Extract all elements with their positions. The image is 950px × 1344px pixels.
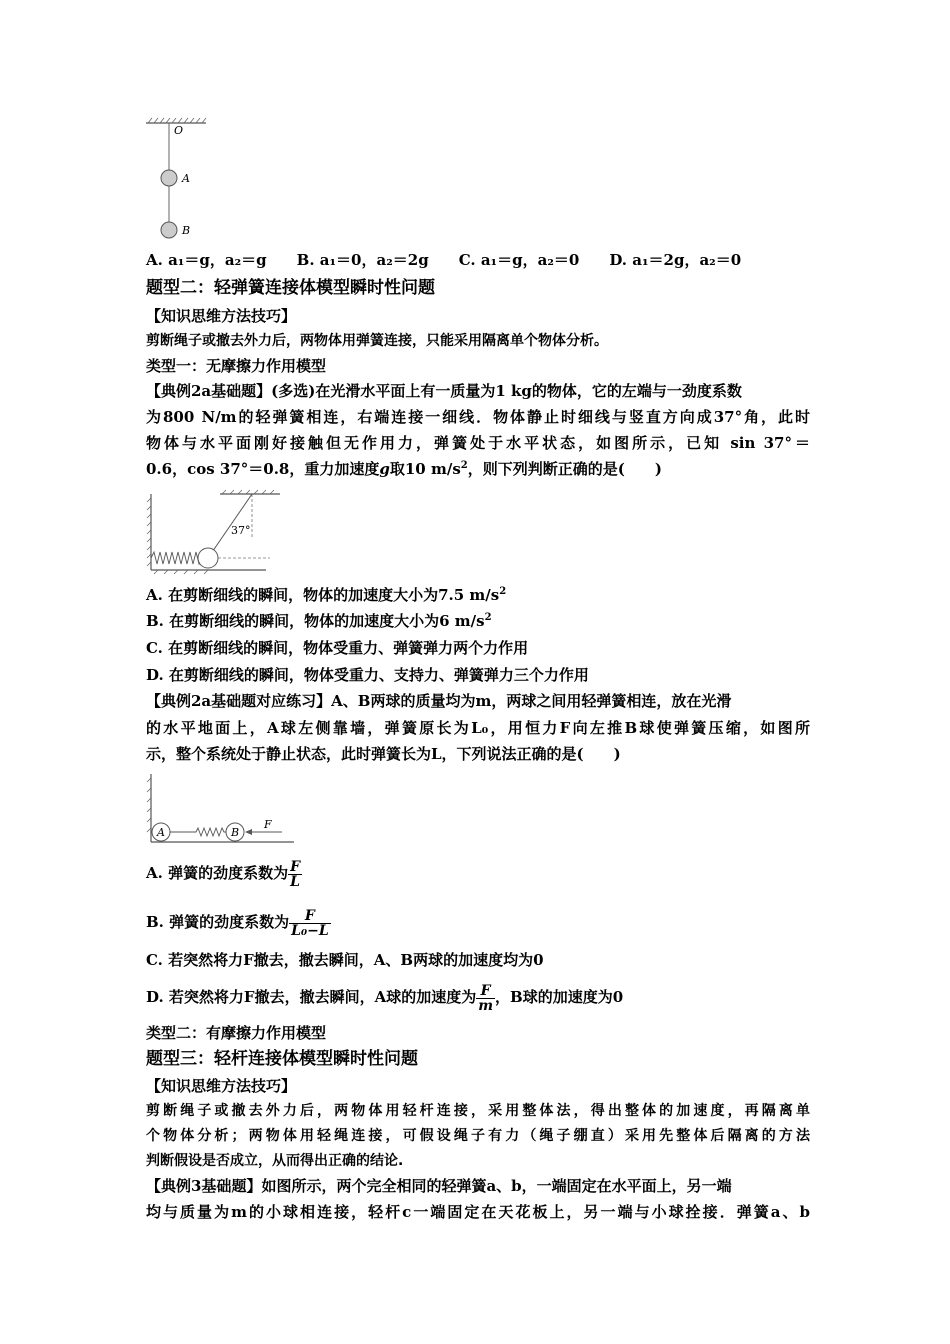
- category-2: 类型二：有摩擦力作用模型: [146, 1024, 327, 1042]
- angle-label: 37°: [231, 524, 251, 537]
- practice-line3: 示，整个系统处于静止状态，此时弹簧长为L，下列说法正确的是( ): [146, 745, 621, 763]
- figure-two-balls-spring: [146, 770, 306, 846]
- option-2a-B: B. 在剪断细线的瞬间，物体的加速度大小为6 $m/s^2$: [146, 612, 492, 630]
- force-F-label: F: [264, 818, 272, 831]
- practice-line2: 的水平地面上，A球左侧靠墙，弹簧原长为L₀，用恒力F向左推B球使弹簧压缩，如图所: [146, 719, 810, 737]
- example-3-line1: 【典例3基础题】如图所示，两个完全相同的轻弹簧a、b，一端固定在水平面上，另一端: [146, 1177, 732, 1195]
- option-2a-A: A. 在剪断细线的瞬间，物体的加速度大小为7.5 $m/s^2$: [146, 586, 507, 604]
- example-3-line2: 均与质量为m的小球相连接，轻杆c一端固定在天花板上，另一端与小球拴接．弹簧a、b: [146, 1203, 810, 1221]
- label-A: A: [182, 172, 190, 185]
- practice-line1: 【典例2a基础题对应练习】A、B两球的质量均为m，两球之间用轻弹簧相连，放在光滑: [146, 692, 732, 710]
- tips2-line2: 个物体分析；两物体用轻绳连接，可假设绳子有力（绳子绷直）采用先整体后隔离的方法: [146, 1128, 810, 1144]
- tips-text: 剪断绳子或撤去外力后，两物体用弹簧连接，只能采用隔离单个物体分析。: [146, 333, 608, 349]
- practice-option-D: D. 若突然将力F撤去，撤去瞬间，A球的加速度为 $\frac{F}{m}$ ，B球的加速度为0: [146, 982, 624, 1014]
- practice-option-C: C. 若突然将力F撤去，撤去瞬间，A、B两球的加速度均为0: [146, 951, 544, 969]
- example-2a-line2: 为800 N/m的轻弹簧相连，右端连接一细线．物体静止时细线与竖直方向成37°角，此时: [146, 408, 810, 426]
- example-2a-line4: 0.6，cos 37°＝0.8，重力加速度g取10 $m/s^2$，则下列判断正确的是( ): [146, 460, 662, 478]
- label-O: O: [174, 124, 184, 137]
- heading-type3: 题型三：轻杆连接体模型瞬时性问题: [146, 1049, 418, 1069]
- ball-A-label: A: [157, 826, 165, 839]
- option-2a-C: C. 在剪断细线的瞬间，物体受重力、弹簧弹力两个力作用: [146, 639, 529, 657]
- example-2a-line3: 物体与水平面刚好接触但无作用力，弹簧处于水平状态，如图所示，已知 sin 37°＝: [146, 434, 810, 452]
- tips2-line1: 剪断绳子或撤去外力后，两物体用轻杆连接，采用整体法，得出整体的加速度，再隔离单: [146, 1103, 810, 1119]
- option-2a-D: D. 在剪断细线的瞬间，物体受重力、支持力、弹簧弹力三个力作用: [146, 666, 589, 684]
- ball-B-label: B: [231, 826, 240, 839]
- heading-type2: 题型二：轻弹簧连接体模型瞬时性问题: [146, 278, 435, 298]
- practice-option-A: A. 弹簧的劲度系数为 $\frac{F}{L}$: [146, 858, 301, 890]
- figure-spring-string: [146, 488, 286, 576]
- q1-options: A. a₁＝g，a₂＝g B. a₁＝0，a₂＝2g C. a₁＝g，a₂＝0 D. a₁＝2g，a₂＝0: [146, 251, 742, 269]
- tips-label: 【知识思维方法技巧】: [146, 307, 297, 325]
- label-B: B: [182, 224, 191, 237]
- practice-option-B: B. 弹簧的劲度系数为 $\frac{F}{\text{L₀−L}}$: [146, 907, 329, 939]
- figure-hanging-balls: [146, 116, 210, 242]
- example-2a-line1: 【典例2a基础题】(多选)在光滑水平面上有一质量为1 kg的物体，它的左端与一劲度系数: [146, 382, 742, 400]
- tips2-line3: 判断假设是否成立，从而得出正确的结论.: [146, 1153, 404, 1169]
- category-1: 类型一：无摩擦力作用模型: [146, 357, 327, 375]
- tips-label-2: 【知识思维方法技巧】: [146, 1077, 297, 1095]
